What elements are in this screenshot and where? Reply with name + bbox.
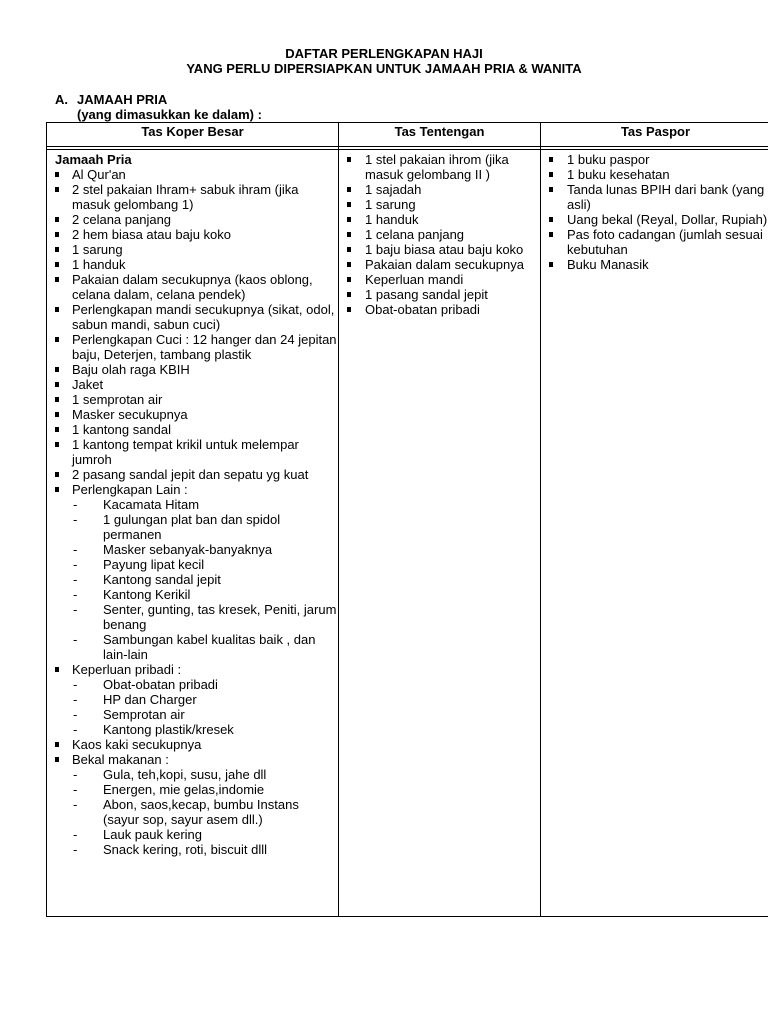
equipment-table [46,122,768,917]
bullet-icon [347,277,351,282]
bullet-icon [55,262,59,267]
list-item-text: Perlengkapan Lain : [72,482,188,497]
list-item-text: Tanda lunas BPIH dari bank (yang asli) [567,182,765,212]
dash-marker: - [73,497,78,512]
bullet-icon [55,307,59,312]
list-item-text: Senter, gunting, tas kresek, Peniti, jarum benang [103,602,337,632]
list-item-text: Kantong Kerikil [103,587,191,602]
list-item-text: Masker sebanyak-banyaknya [103,542,273,557]
list-item [55,437,338,467]
bullet-icon [347,262,351,267]
list-item [549,227,768,257]
list-item-text: 1 stel pakaian ihrom (jika masuk gelombang II ) [365,152,509,182]
list-item [55,557,338,572]
list-item-text: Bekal makanan : [72,752,169,767]
list-item [55,692,338,707]
list-item [347,227,540,242]
list-item [55,392,338,407]
list-item [55,572,338,587]
bullet-icon [55,742,59,747]
bullet-icon [55,442,59,447]
list-item-text: 1 kantong tempat krikil untuk melempar jumroh [72,437,299,467]
bullet-icon [55,187,59,192]
bullet-icon [55,472,59,477]
list-item [549,182,768,212]
dash-marker: - [73,677,78,692]
list-item-text: Uang bekal (Reyal, Dollar, Rupiah) [567,212,768,227]
dash-marker: - [73,707,78,722]
list-item [55,602,338,632]
list-item [549,257,768,272]
list-item-text: Kantong sandal jepit [103,572,221,587]
list-item-text: Perlengkapan Cuci : 12 hanger dan 24 jepitan baju, Deterjen, tambang plastik [72,332,337,362]
bullet-icon [347,217,351,222]
document-title-line1: DAFTAR PERLENGKAPAN HAJI [285,46,483,61]
list-item-text: 2 stel pakaian Ihram+ sabuk ihram (jika masuk gelombang 1) [72,182,299,212]
list-item [55,497,338,512]
list-item [55,632,338,662]
list-item [549,152,768,167]
list-item [55,407,338,422]
list-item-text: HP dan Charger [103,692,197,707]
bullet-icon [347,247,351,252]
list-item-text: 1 gulungan plat ban dan spidol permanen [103,512,281,542]
bullet-icon [549,232,553,237]
list-item [347,242,540,257]
bullet-icon [55,757,59,762]
list-item-text: Pakaian dalam secukupnya (kaos oblong, celana dalam, celana pendek) [72,272,313,302]
list-item [55,587,338,602]
list-item-text: Masker secukupnya [72,407,188,422]
bullet-icon [549,187,553,192]
section-title: JAMAAH PRIA [77,92,168,107]
list-item-text: 2 hem biasa atau baju koko [72,227,231,242]
bullet-icon [55,667,59,672]
list-item-text: 1 celana panjang [365,227,465,242]
list-item [55,227,338,242]
list-item [347,197,540,212]
bullet-icon [347,157,351,162]
bullet-icon [55,427,59,432]
dash-marker: - [73,842,78,857]
list-item [55,842,338,857]
list-item-text: Abon, saos,kecap, bumbu Instans (sayur sop, sayur asem dll.) [103,797,299,827]
list-item-text: Pas foto cadangan (jumlah sesuai kebutuhan [567,227,763,257]
koper-cell [47,150,339,917]
document-title-line2: YANG PERLU DIPERSIAPKAN UNTUK JAMAAH PRIA & WANITA [186,61,582,76]
section-letter: A. [55,92,68,107]
bullet-icon [55,277,59,282]
list-item-text: Keperluan mandi [365,272,464,287]
tentengan-cell [339,150,541,917]
list-item [55,362,338,377]
list-item [55,797,338,827]
dash-marker: - [73,767,78,782]
list-item [55,707,338,722]
dash-marker: - [73,572,78,587]
list-item-text: 1 sarung [72,242,123,257]
list-item [55,422,338,437]
dash-marker: - [73,542,78,557]
list-item-text: Pakaian dalam secukupnya [365,257,524,272]
list-item [55,377,338,392]
bullet-icon [55,397,59,402]
list-item [55,272,338,302]
list-item-text: Snack kering, roti, biscuit dlll [103,842,268,857]
list-item-text: 1 baju biasa atau baju koko [365,242,524,257]
list-item-text: 1 kantong sandal [72,422,172,437]
list-item-text: Buku Manasik [567,257,649,272]
list-item-text: Keperluan pribadi : [72,662,182,677]
list-item [55,212,338,227]
list-item [55,737,338,752]
section-note: (yang dimasukkan ke dalam) : [77,107,262,122]
column-header-paspor: Tas Paspor [541,123,768,147]
list-item [549,212,768,227]
dash-marker: - [73,632,78,647]
bullet-icon [55,247,59,252]
list-item-text: 1 semprotan air [72,392,163,407]
bullet-icon [549,157,553,162]
koper-heading: Jamaah Pria [55,152,132,167]
paspor-cell [541,150,768,917]
bullet-icon [55,487,59,492]
list-item-text: 1 handuk [365,212,419,227]
dash-marker: - [73,722,78,737]
koper-list [55,167,338,857]
bullet-icon [347,187,351,192]
list-item-text: 1 buku kesehatan [567,167,670,182]
dash-marker: - [73,692,78,707]
list-item [55,827,338,842]
bullet-icon [55,172,59,177]
dash-marker: - [73,782,78,797]
list-item [55,482,338,497]
list-item [55,542,338,557]
list-item [55,182,338,212]
dash-marker: - [73,512,78,527]
list-item-text: 1 buku paspor [567,152,650,167]
dash-marker: - [73,587,78,602]
bullet-icon [55,367,59,372]
list-item-text: Kaos kaki secukupnya [72,737,202,752]
list-item-text: Payung lipat kecil [103,557,205,572]
tentengan-list [347,152,540,317]
bullet-icon [347,232,351,237]
list-item-text: 1 handuk [72,257,126,272]
bullet-icon [549,172,553,177]
list-item [347,212,540,227]
list-item [55,302,338,332]
list-item-text: Perlengkapan mandi secukupnya (sikat, odol, sabun mandi, sabun cuci) [72,302,335,332]
list-item-text: Jaket [72,377,104,392]
list-item [55,167,338,182]
list-item [55,242,338,257]
section-heading [55,92,167,107]
bullet-icon [347,307,351,312]
bullet-icon [549,262,553,267]
list-item [55,782,338,797]
table-body-row [47,150,768,917]
list-item-text: 2 celana panjang [72,212,172,227]
list-item [55,722,338,737]
list-item-text: Al Qur'an [72,167,126,182]
list-item [347,287,540,302]
list-item [55,257,338,272]
list-item [55,662,338,677]
list-item [347,272,540,287]
bullet-icon [55,412,59,417]
bullet-icon [347,202,351,207]
list-item [347,302,540,317]
list-item-text: 1 sajadah [365,182,422,197]
list-item [55,332,338,362]
list-item [549,167,768,182]
list-item-text: Semprotan air [103,707,185,722]
dash-marker: - [73,602,78,617]
list-item-text: 1 sarung [365,197,416,212]
list-item-text: Lauk pauk kering [103,827,203,842]
list-item [55,467,338,482]
list-item-text: Obat-obatan pribadi [365,302,480,317]
list-item [347,257,540,272]
list-item-text: Sambungan kabel kualitas baik , dan lain-lain [103,632,316,662]
column-header-koper: Tas Koper Besar [47,123,339,147]
list-item [347,152,540,182]
bullet-icon [347,292,351,297]
list-item [55,512,338,542]
bullet-icon [55,232,59,237]
table-header-row [47,123,768,147]
bullet-icon [55,337,59,342]
list-item [55,677,338,692]
column-header-tentengan: Tas Tentengan [339,123,541,147]
list-item [347,182,540,197]
list-item-text: Kantong plastik/kresek [103,722,234,737]
list-item-text: Energen, mie gelas,indomie [103,782,265,797]
list-item-text: 2 pasang sandal jepit dan sepatu yg kuat [72,467,309,482]
dash-marker: - [73,557,78,572]
bullet-icon [549,217,553,222]
dash-marker: - [73,797,78,812]
list-item-text: Baju olah raga KBIH [72,362,190,377]
bullet-icon [55,382,59,387]
list-item-text: Kacamata Hitam [103,497,200,512]
dash-marker: - [73,827,78,842]
list-item-text: 1 pasang sandal jepit [365,287,488,302]
list-item-text: Obat-obatan pribadi [103,677,218,692]
list-item-text: Gula, teh,kopi, susu, jahe dll [103,767,267,782]
paspor-list [549,152,768,272]
list-item [55,752,338,767]
list-item [55,767,338,782]
bullet-icon [55,217,59,222]
